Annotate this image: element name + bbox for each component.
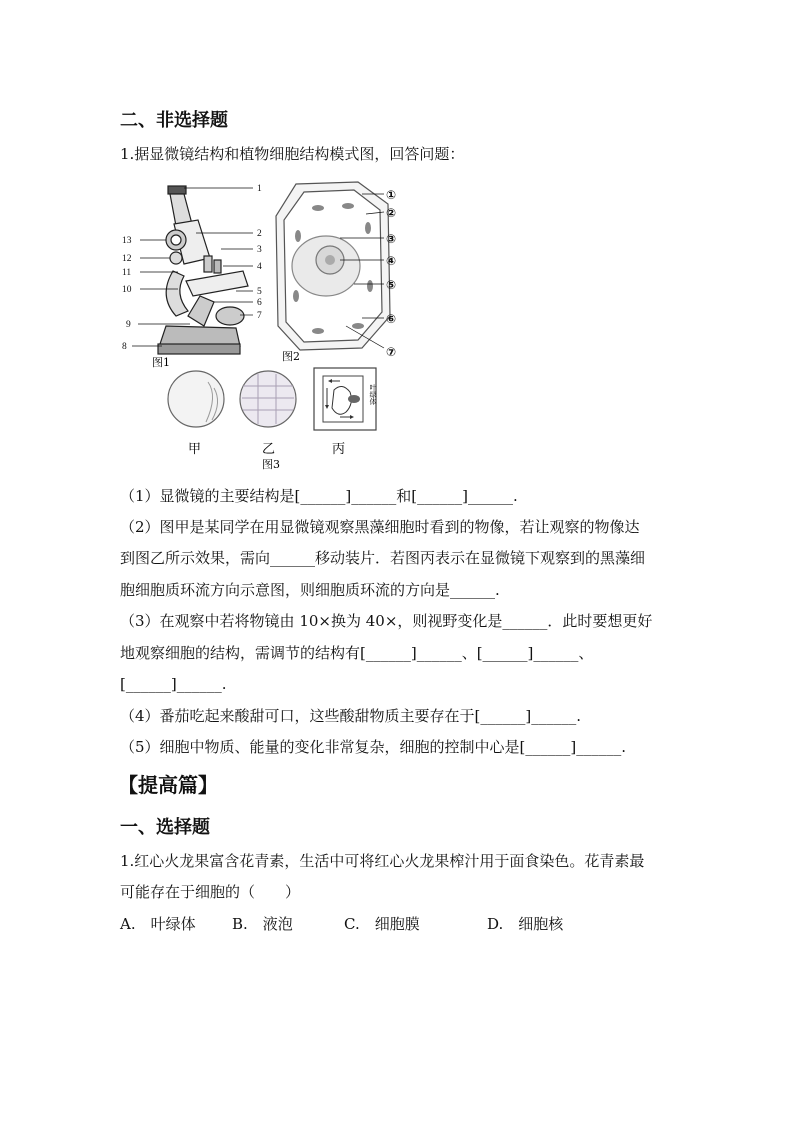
fig2-caption: 图2 bbox=[282, 350, 300, 363]
question-1-stem: 1.据显微镜结构和植物细胞结构模式图，回答问题： bbox=[120, 145, 465, 163]
sub-question-3-line-3: [______]______. bbox=[120, 675, 227, 693]
figure-microscope-and-cell bbox=[118, 176, 418, 472]
fig1-caption: 图1 bbox=[152, 356, 170, 369]
view-yi bbox=[240, 371, 296, 427]
section-heading-choice: 一、选择题 bbox=[120, 817, 210, 838]
microscope-label-9: 9 bbox=[126, 320, 131, 330]
label-yi: 乙 bbox=[262, 442, 276, 457]
option-d: D. 细胞核 bbox=[487, 915, 564, 933]
cell-label-4: ④ bbox=[386, 254, 397, 268]
microscope-label-6: 6 bbox=[257, 298, 262, 308]
view-bing bbox=[314, 368, 377, 430]
microscope-label-8: 8 bbox=[122, 342, 127, 352]
sub-question-2-line-1: （2）图甲是某同学在用显微镜观察黑藻细胞时看到的物像，若让观察的物像达 bbox=[120, 518, 640, 536]
cell-label-7: ⑦ bbox=[386, 345, 397, 359]
microscope-label-13: 13 bbox=[122, 236, 132, 246]
sub-question-4: （4）番茄吃起来酸甜可口，这些酸甜物质主要存在于[______]______. bbox=[120, 707, 582, 725]
microscope-label-1: 1 bbox=[257, 184, 262, 194]
microscope-label-3: 3 bbox=[257, 245, 262, 255]
microscope-label-10: 10 bbox=[122, 285, 132, 295]
sub-question-2-line-2: 到图乙所示效果，需向______移动装片．若图丙表示在显微镜下观察到的黑藻细 bbox=[120, 549, 646, 567]
question-2-line-2: 可能存在于细胞的（ ） bbox=[120, 883, 301, 901]
view-jia bbox=[168, 371, 224, 427]
microscope-label-5: 5 bbox=[257, 287, 262, 297]
section-heading-advanced: 【提高篇】 bbox=[118, 773, 218, 797]
sub-question-1: （1）显微镜的主要结构是[______]______和[______]______. bbox=[120, 487, 518, 505]
option-b: B. 液泡 bbox=[232, 915, 293, 933]
option-a: A. 叶绿体 bbox=[120, 915, 196, 933]
sub-question-3-line-1: （3）在观察中若将物镜由 10×换为 40×，则视野变化是______．此时要想更好 bbox=[120, 612, 653, 630]
microscope-label-11: 11 bbox=[122, 268, 132, 278]
question-2-line-1: 1.红心火龙果富含花青素，生活中可将红心火龙果榨汁用于面食染色。花青素最 bbox=[120, 852, 645, 870]
cell-label-6: ⑥ bbox=[386, 312, 397, 326]
plant-cell-drawing bbox=[276, 182, 390, 350]
microscope-label-7: 7 bbox=[257, 311, 262, 321]
cell-label-2: ② bbox=[386, 206, 397, 220]
fig3-caption: 图3 bbox=[262, 458, 280, 471]
figure-drawing bbox=[118, 176, 418, 472]
sub-question-5: （5）细胞中物质、能量的变化非常复杂，细胞的控制中心是[______]______. bbox=[120, 738, 627, 756]
option-c: C. 细胞膜 bbox=[344, 915, 420, 933]
sub-question-2-line-3: 胞细胞质环流方向示意图，则细胞质环流的方向是______. bbox=[120, 581, 500, 599]
sub-question-3-line-2: 地观察细胞的结构，需调节的结构有[______]______、[______]______、 bbox=[120, 644, 594, 662]
cell-label-5: ⑤ bbox=[386, 278, 397, 292]
microscope-label-4: 4 bbox=[257, 262, 262, 272]
chloroplast-label: 叶绿体 bbox=[369, 384, 377, 405]
label-bing: 丙 bbox=[332, 442, 346, 457]
section-heading-nonchoice: 二、非选择题 bbox=[120, 110, 228, 131]
microscope-label-12: 12 bbox=[122, 254, 132, 264]
microscope-drawing bbox=[158, 186, 248, 354]
microscope-label-2: 2 bbox=[257, 229, 262, 239]
label-jia: 甲 bbox=[188, 442, 202, 457]
cell-label-1: ① bbox=[386, 188, 397, 202]
cell-label-3: ③ bbox=[386, 232, 397, 246]
